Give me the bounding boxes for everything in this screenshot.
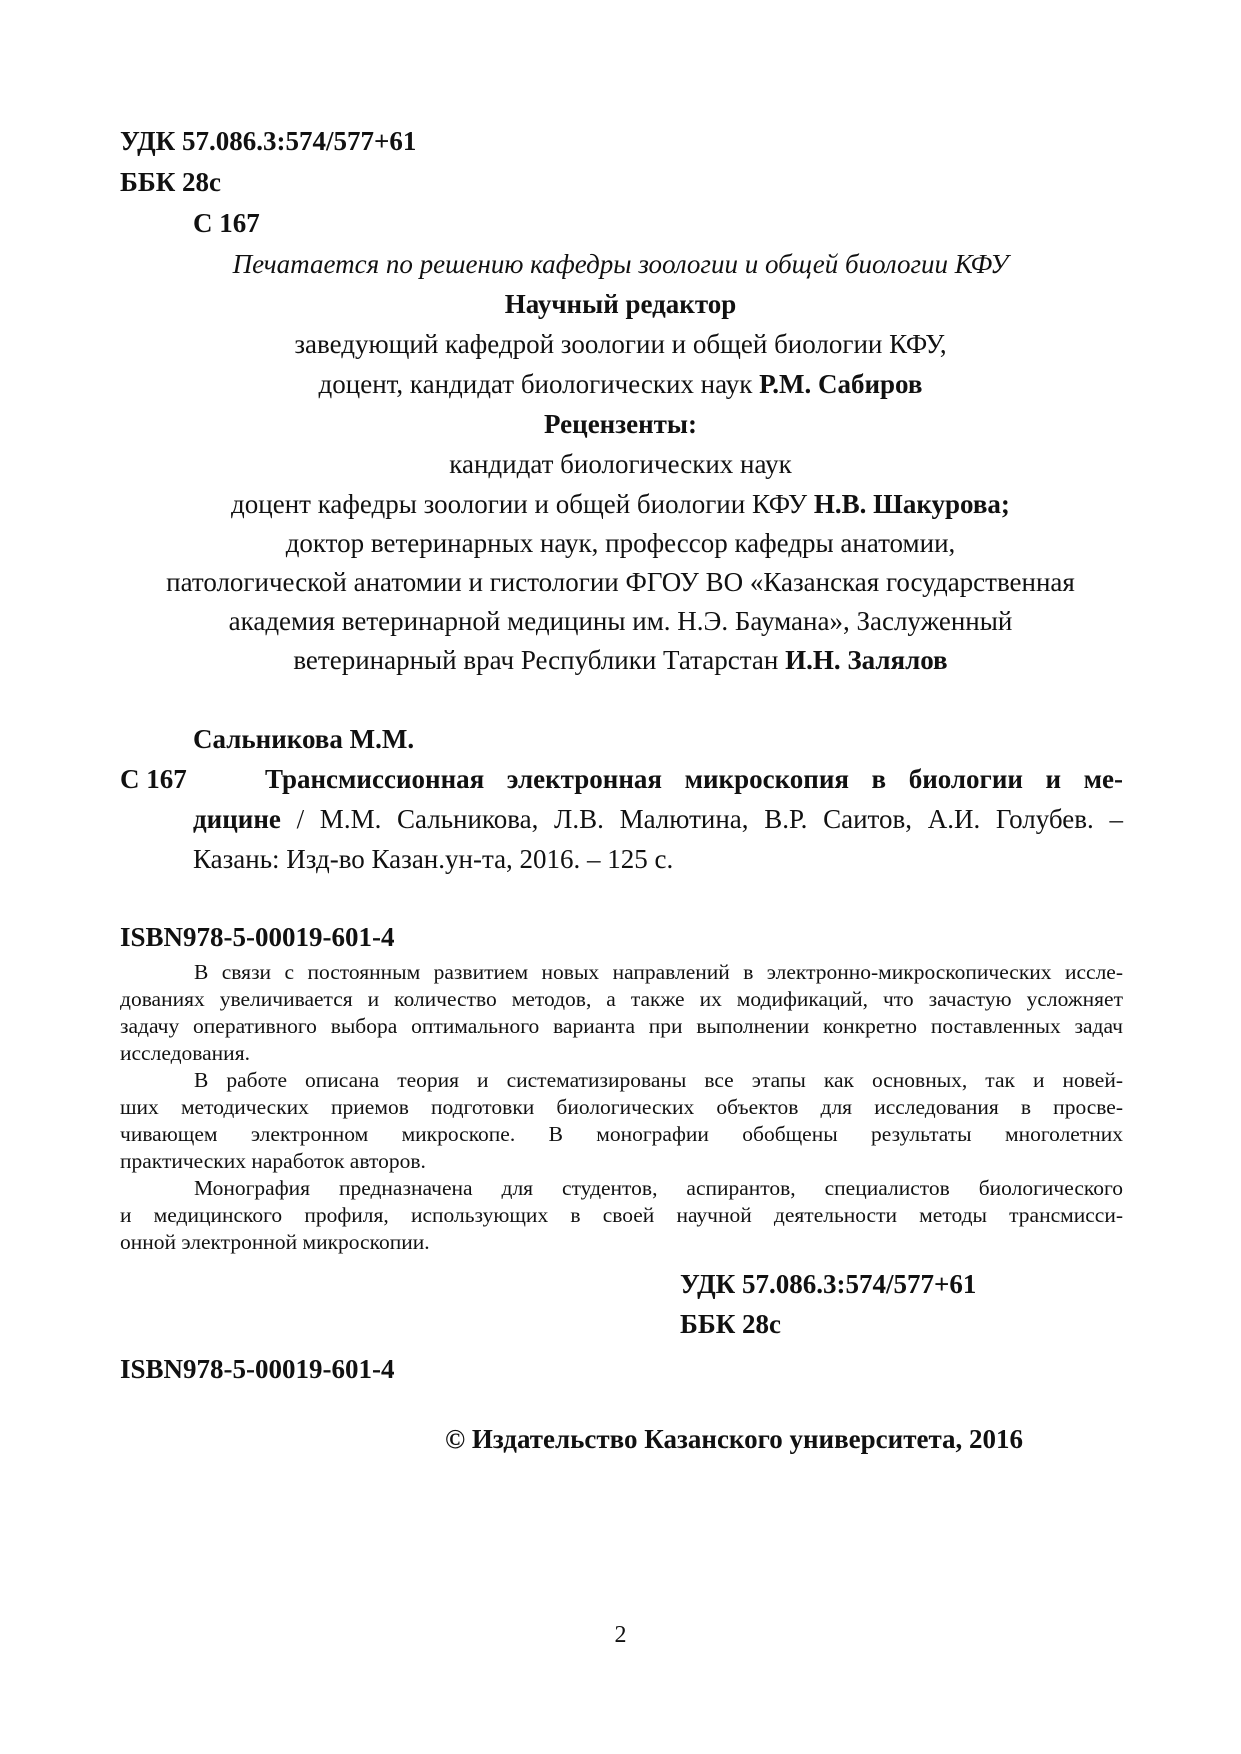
reviewers-heading: Рецензенты: (544, 409, 697, 439)
footer-udk: УДК 57.086.3:574/577+61 (680, 1269, 977, 1299)
abstract-p2-line-1: В работе описана теория и систематизированы все этапы как основных, так и новей- (194, 1068, 1123, 1092)
reviewer-2-name: И.Н. Залялов (785, 645, 948, 675)
scientific-editor-heading: Научный редактор (504, 289, 737, 319)
abstract-p1-line-1: В связи с постоянным развитием новых направлений в электронно-микроскопических иссле- (194, 960, 1123, 984)
bib-imprint: Казань: Изд-во Казан.ун-та, 2016. – 125 с. (193, 844, 674, 874)
reviewer-2-line-2: патологической анатомии и гистологии ФГОУ ВО «Казанская государственная (166, 567, 1075, 597)
bib-authors: / М.М. Сальникова, Л.В. Малютина, В.Р. Саитов, А.И. Голубев. – (280, 804, 1123, 834)
footer-isbn: ISBN978-5-00019-601-4 (120, 1354, 395, 1384)
abstract-p1-line-3: задачу оперативного выбора оптимального варианта при выполнении конкретно поставленных задач (120, 1014, 1123, 1038)
bbk-code: ББК 28с (120, 167, 222, 197)
reviewer-2-line-4: ветеринарный врач Республики Татарстан И.Н. Залялов (293, 645, 948, 675)
reviewer-2-line-3: академия ветеринарной медицины им. Н.Э. Баумана», Заслуженный (228, 606, 1013, 636)
abstract-p1-line-2: дованиях увеличивается и количество методов, а также их модификаций, что зачастую усложняет (120, 987, 1123, 1011)
reviewer-1-position: доцент кафедры зоологии и общей биологии КФУ Н.В. Шакурова; (231, 489, 1010, 519)
footer-bbk: ББК 28с (680, 1309, 782, 1339)
bib-title-line-2 (193, 804, 1123, 835)
reviewer-1-name: Н.В. Шакурова; (813, 489, 1010, 519)
scientific-editor-degree: доцент, кандидат биологических наук Р.М. Сабиров (318, 369, 923, 399)
copyright: © Издательство Казанского университета, 2016 (445, 1424, 1024, 1454)
bib-title-line-1: Трансмиссионная электронная микроскопия в биологии и ме- (265, 764, 1123, 794)
udk-code: УДК 57.086.3:574/577+61 (120, 126, 417, 156)
bib-title-end: дицине (193, 804, 281, 834)
reviewer-2-line-1: доктор ветеринарных наук, профессор кафедры анатомии, (285, 528, 956, 558)
abstract-p1-line-4: исследования. (120, 1041, 250, 1065)
reviewer-1-degree: кандидат биологических наук (449, 449, 792, 479)
scientific-editor-position: заведующий кафедрой зоологии и общей биологии КФУ, (294, 329, 947, 359)
abstract-p2-line-4: практических наработок авторов. (120, 1149, 426, 1173)
scientific-editor-name: Р.М. Сабиров (759, 369, 923, 399)
abstract-p2-line-3: чивающем электронном микроскопе. В монографии обобщены результаты многолетних (120, 1122, 1123, 1146)
abstract-p3-line-2: и медицинского профиля, использующих в своей научной деятельности методы трансмисси- (120, 1203, 1123, 1227)
abstract-p2-line-2: ших методических приемов подготовки биологических объектов для исследования в просве- (120, 1095, 1123, 1119)
catalog-code: С 167 (193, 208, 260, 238)
isbn: ISBN978-5-00019-601-4 (120, 922, 395, 952)
abstract-p3-line-3: онной электронной микроскопии. (120, 1230, 430, 1254)
page-number: 2 (614, 1622, 627, 1648)
bib-author: Сальникова М.М. (193, 724, 415, 754)
bib-code: С 167 (120, 764, 187, 794)
abstract-p3-line-1: Монография предназначена для студентов, аспирантов, специалистов биологического (194, 1176, 1123, 1200)
printed-by-notice: Печатается по решению кафедры зоологии и общей биологии КФУ (232, 249, 1009, 279)
